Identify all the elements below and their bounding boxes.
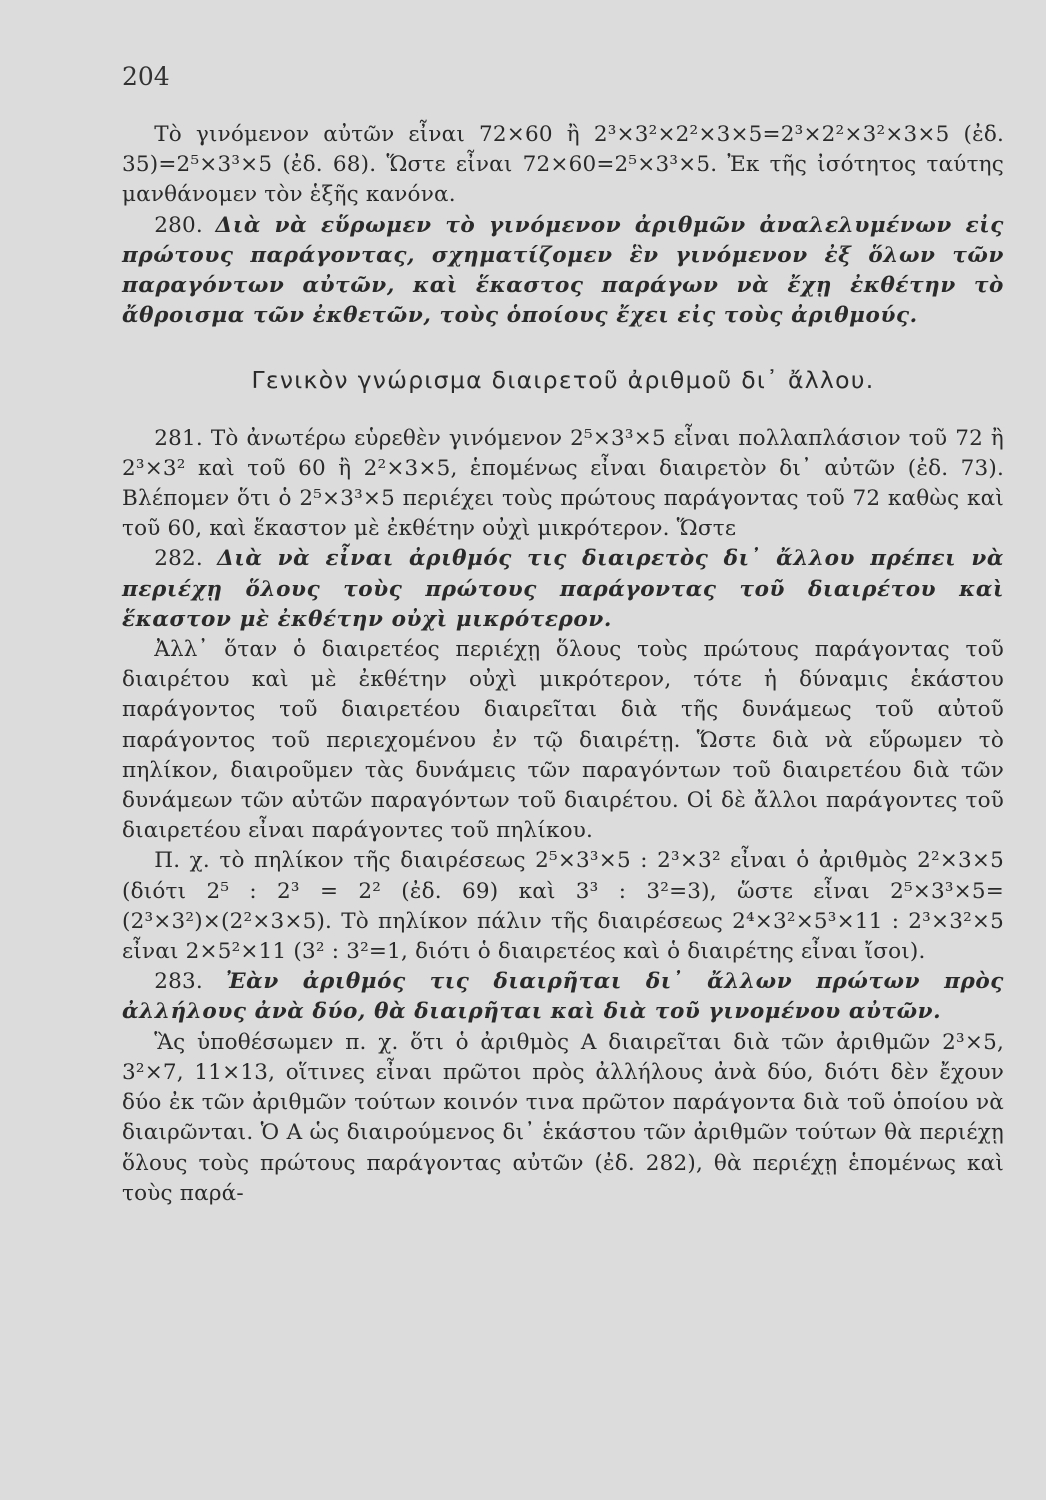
paragraph-281 xyxy=(122,424,1004,545)
paragraph-282 xyxy=(122,544,1004,635)
paragraph-280 xyxy=(122,211,1004,332)
section-heading: Γενικὸν γνώρισμα διαιρετοῦ ἀριθμοῦ δι᾽ ἄλλου. xyxy=(251,366,875,395)
text-281: Τὸ ἀνωτέρω εὑρεθὲν γινόμενον 2⁵×3³×5 εἶναι πολλαπλάσιον τοῦ 72 ἢ 2³×3² καὶ τοῦ 60 ἢ 2²×3×5, ἑπομένως εἶναι διαιρετὸν δι᾽ αὐτῶν (ἐδ. 73). Βλέπομεν ὅτι ὁ 2⁵×3³×5 περιέχει τοὺς πρώτους παράγοντας τοῦ 72 καθὼς καὶ τοῦ 60, καὶ ἕκαστον μὲ ἐκθέτην οὐχὶ μικρότερον. Ὥστε xyxy=(122,425,1004,542)
rule-282: Διὰ νὰ εἶναι ἀριθμός τις διαιρετὸς δι᾽ ἄλλου πρέπει νὰ περιέχῃ ὅλους τοὺς πρώτους παράγοντας τοῦ διαιρέτου καὶ ἕκαστον μὲ ἐκθέτην οὐχὶ μικρότερον. xyxy=(122,546,1004,632)
body-text xyxy=(122,120,1004,1209)
paragraph-assumption: Ἃς ὑποθέσωμεν π. χ. ὅτι ὁ ἀριθμὸς Α διαιρεῖται διὰ τῶν ἀριθμῶν 2³×5, 3²×7, 11×13, οἵτινες εἶναι πρῶτοι πρὸς ἀλλήλους ἀνὰ δύο, διότι δὲν ἔχουν δύο ἐκ τῶν ἀριθμῶν τούτων κοινόν τινα πρῶτον παράγοντα διὰ τοῦ ὁποίου νὰ διαιρῶνται. Ὁ Α ὡς διαιρούμενος δι᾽ ἑκάστου τῶν ἀριθμῶν τούτων θὰ περιέχῃ ὅλους τοὺς πρώτους παράγοντας αὐτῶν (ἐδ. 282), θὰ περιέχῃ ἑπομένως καὶ τοὺς παρά- xyxy=(122,1029,1004,1206)
rule-283: Ἐὰν ἀριθμός τις διαιρῆται δι᾽ ἄλλων πρώτων πρὸς ἀλλήλους ἀνὰ δύο, θὰ διαιρῆται καὶ διὰ τοῦ γινομένου αὐτῶν. xyxy=(122,969,1004,1025)
page-number: 204 xyxy=(122,62,170,91)
section-number-282: 282. xyxy=(154,546,203,572)
section-number-280: 280. xyxy=(154,212,203,238)
section-number-283: 283. xyxy=(154,969,203,995)
rule-280: Διὰ νὰ εὕρωμεν τὸ γινόμενον ἀριθμῶν ἀναλελυμένων εἰς πρώτους παράγοντας, σχηματίζομεν ἓν γινόμενον ἐξ ὅλων τῶν παραγόντων αὐτῶν, καὶ ἕκαστος παράγων νὰ ἔχῃ ἐκθέτην τὸ ἄθροισμα τῶν ἐκθετῶν, τοὺς ὁποίους ἔχει εἰς τοὺς ἀριθμούς. xyxy=(122,212,1004,329)
paragraph-intro: Τὸ γινόμενον αὐτῶν εἶναι 72×60 ἢ 2³×3²×2²×3×5=2³×2²×3²×3×5 (ἐδ. 35)=2⁵×3³×5 (ἐδ. 68). Ὥστε εἶναι 72×60=2⁵×3³×5. Ἐκ τῆς ἰσότητος ταύτης μανθάνομεν τὸν ἑξῆς κανόνα. xyxy=(122,122,1004,208)
paragraph-quotient: Ἀλλ᾽ ὅταν ὁ διαιρετέος περιέχῃ ὅλους τοὺς πρώτους παράγοντας τοῦ διαιρέτου καὶ μὲ ἐκθέτην οὐχὶ μικρότερον, τότε ἡ δύναμις ἑκάστου παράγοντος τοῦ διαιρετέου διαιρεῖται διὰ τῆς δυνάμεως τοῦ αὐτοῦ παράγοντος τοῦ περιεχομένου ἐν τῷ διαιρέτῃ. Ὥστε διὰ νὰ εὕρωμεν τὸ πηλίκον, διαιροῦμεν τὰς δυνάμεις τῶν παραγόντων τοῦ διαιρετέου διὰ τῶν δυνάμεων τῶν αὐτῶν παραγόντων τοῦ διαιρέτου. Οἱ δὲ ἄλλοι παράγοντες τοῦ διαιρετέου εἶναι παράγοντες τοῦ πηλίκου. xyxy=(122,637,1004,844)
paragraph-example: Π. χ. τὸ πηλίκον τῆς διαιρέσεως 2⁵×3³×5 : 2³×3² εἶναι ὁ ἀριθμὸς 2²×3×5 (διότι 2⁵ : 2³ = 2² (ἐδ. 69) καὶ 3³ : 3²=3), ὥστε εἶναι 2⁵×3³×5=(2³×3²)×(2²×3×5). Τὸ πηλίκον πάλιν τῆς διαιρέσεως 2⁴×3²×5³×11 : 2³×3²×5 εἶναι 2×5²×11 (3² : 3²=1, διότι ὁ διαιρετέος καὶ ὁ διαιρέτης εἶναι ἴσοι). xyxy=(122,848,1004,965)
paragraph-283 xyxy=(122,967,1004,1027)
section-number-281: 281. xyxy=(154,425,203,451)
